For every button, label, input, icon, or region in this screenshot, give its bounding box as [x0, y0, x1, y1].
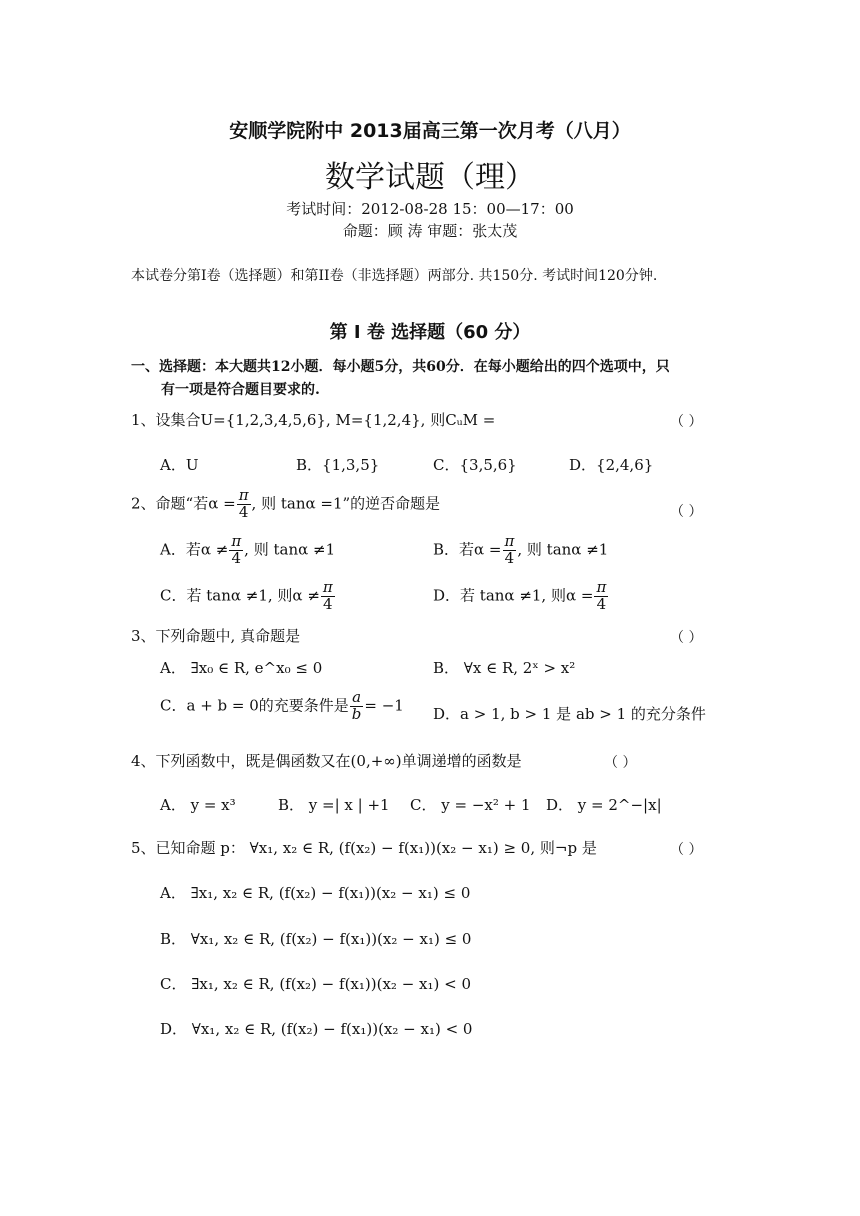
q2-stem-frac-den: 4	[238, 502, 249, 521]
q1-option-d: D．{2,4,6}	[569, 456, 654, 474]
q5-option-d: D． ∀x₁, x₂ ∈ R, (f(x₂) − f(x₁))(x₂ − x₁) < 0	[160, 1020, 473, 1038]
q2-opt-c-den: 4	[323, 594, 333, 613]
q2-option-c	[160, 580, 336, 613]
q2-opt-b-pre: B．若α =	[433, 540, 502, 559]
q3-opt-c-num: a	[350, 690, 364, 707]
q2-opt-d-pre: D．若 tanα ≠1, 则α =	[433, 586, 594, 605]
exam-time: 考试时间：2012-08-28 15：00—17：00	[286, 200, 574, 218]
q3-opt-c-post: = −1	[364, 696, 404, 715]
q3-answer-paren: （ ）	[670, 630, 703, 646]
q5-option-a: A． ∃x₁, x₂ ∈ R, (f(x₂) − f(x₁))(x₂ − x₁) ≤ 0	[160, 884, 471, 902]
q3-opt-c-fraction	[350, 690, 364, 723]
q1-stem: 1、设集合U={1,2,3,4,5,6}, M={1,2,4}, 则CᵤM =	[131, 411, 496, 429]
section-title: 第 I 卷 选择题（60 分）	[329, 322, 531, 343]
instructions: 本试卷分第I卷（选择题）和第II卷（非选择题）两部分. 共150分. 考试时间120分钟.	[131, 268, 658, 284]
q4-answer-paren: （ ）	[604, 755, 637, 771]
q2-answer-paren: （ ）	[670, 504, 703, 520]
q3-opt-c-pre: C．a + b = 0的充要条件是	[160, 696, 349, 715]
q3-stem: 3、下列命题中, 真命题是	[131, 627, 301, 645]
q4-option-a: A． y = x³	[160, 796, 236, 814]
q2-opt-d-num: π	[596, 578, 607, 596]
q5-option-c: C． ∃x₁, x₂ ∈ R, (f(x₂) − f(x₁))(x₂ − x₁) < 0	[160, 975, 472, 993]
q2-opt-c-pre: C．若 tanα ≠1, 则α ≠	[160, 586, 320, 605]
q2-stem-suffix: , 则 tanα =1”的逆否命题是	[251, 494, 441, 513]
q3-option-b: B． ∀x ∈ R, 2ˣ > x²	[433, 659, 576, 677]
q4-option-c: C． y = −x² + 1	[410, 796, 531, 814]
q2-opt-d-fraction	[594, 580, 608, 613]
q1-option-b: B．{1,3,5}	[296, 456, 380, 474]
q5-option-b: B． ∀x₁, x₂ ∈ R, (f(x₂) − f(x₁))(x₂ − x₁) ≤ 0	[160, 930, 472, 948]
q4-option-b: B． y =| x | +1	[278, 796, 390, 814]
q2-opt-a-num: π	[231, 532, 242, 550]
q3-option-d: D．a > 1, b > 1 是 ab > 1 的充分条件	[433, 705, 706, 723]
q2-option-a	[160, 534, 335, 567]
q3-option-c	[160, 690, 404, 723]
q1-option-a: A．U	[160, 456, 199, 474]
q2-opt-b-den: 4	[504, 548, 515, 567]
q2-option-d	[433, 580, 609, 613]
q2-stem-frac-num: π	[238, 486, 249, 504]
q2-stem-fraction	[237, 488, 251, 521]
q5-answer-paren: （ ）	[670, 842, 703, 858]
q2-opt-d-den: 4	[596, 594, 607, 613]
q2-opt-a-post: , 则 tanα ≠1	[244, 540, 336, 559]
section-intro-line1: 一、选择题：本大题共12小题．每小题5分，共60分．在每小题给出的四个选项中，只	[131, 359, 670, 375]
q1-option-c: C．{3,5,6}	[433, 456, 517, 474]
subject-title: 数学试题（理）	[325, 160, 535, 195]
q2-option-b	[433, 534, 608, 567]
q3-opt-c-den: b	[351, 704, 362, 723]
q2-opt-c-num: π	[322, 578, 333, 596]
q2-opt-a-fraction	[229, 534, 243, 567]
q2-stem	[131, 488, 440, 521]
q3-option-a: A． ∃x₀ ∈ R, e^x₀ ≤ 0	[160, 659, 323, 677]
q2-opt-c-fraction	[321, 580, 335, 613]
authors: 命题：顾 涛 审题：张太茂	[342, 222, 518, 240]
q2-stem-prefix: 2、命题“若α =	[131, 494, 236, 513]
q2-opt-b-post: , 则 tanα ≠1	[517, 540, 609, 559]
q2-opt-a-pre: A．若α ≠	[160, 540, 229, 559]
q2-opt-b-num: π	[504, 532, 515, 550]
q2-opt-b-fraction	[503, 534, 517, 567]
q5-stem: 5、已知命题 p： ∀x₁, x₂ ∈ R, (f(x₂) − f(x₁))(x₂ − x₁) ≥ 0, 则¬p 是	[131, 839, 597, 857]
q4-stem: 4、下列函数中，既是偶函数又在(0,+∞)单调递增的函数是	[131, 752, 522, 770]
q2-opt-a-den: 4	[231, 548, 242, 567]
section-intro-line2: 有一项是符合题目要求的.	[161, 382, 320, 398]
school-line: 安顺学院附中 2013届高三第一次月考（八月）	[229, 120, 631, 142]
q1-answer-paren: （ ）	[670, 414, 703, 430]
q4-option-d: D． y = 2^−|x|	[546, 796, 662, 814]
